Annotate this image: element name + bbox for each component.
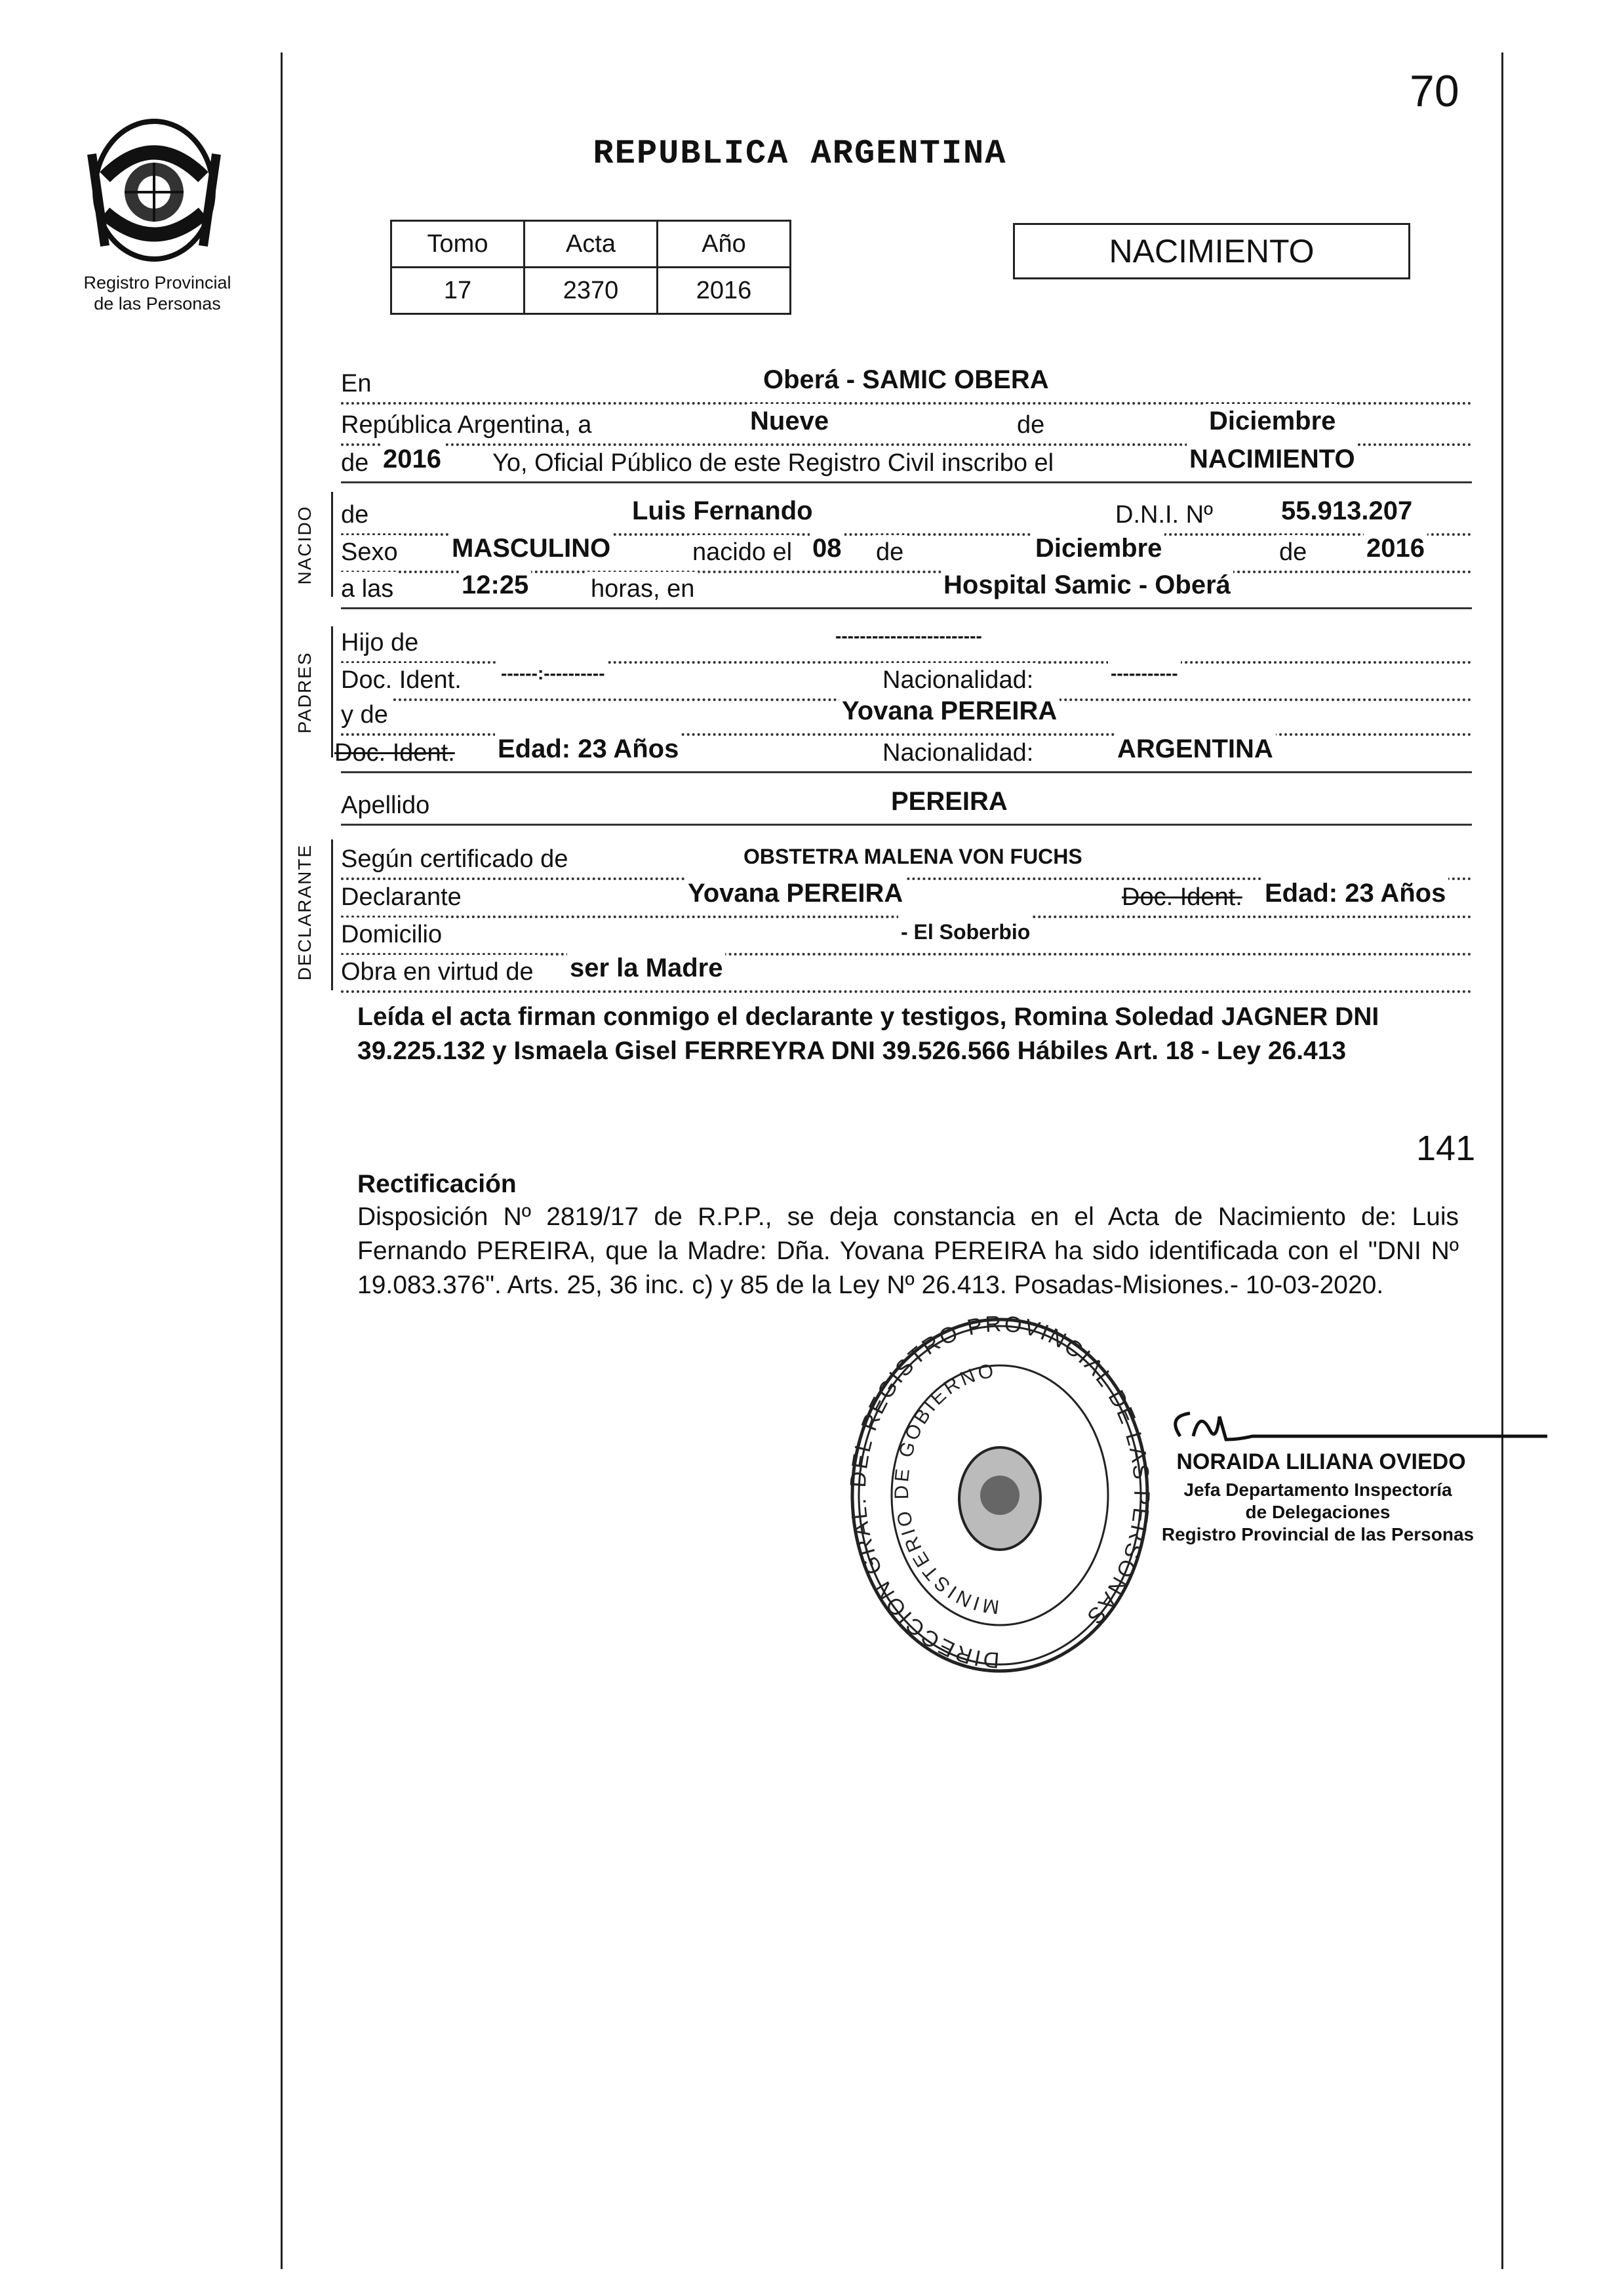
signatory-role — [1154, 1479, 1482, 1546]
padres-section-bar — [331, 626, 333, 757]
registry-value-anio: 2016 — [658, 268, 791, 314]
sexo-value: MASCULINO — [449, 531, 613, 565]
section-label-nacido: NACIDO — [294, 505, 315, 585]
registry-header-acta: Acta — [525, 221, 658, 268]
declarante-label: Declarante — [341, 880, 465, 914]
logo-caption — [62, 272, 252, 314]
row-sexo — [341, 533, 1472, 573]
obra-label: Obra en virtud de — [341, 955, 538, 989]
doc-ident-value: ------:---------- — [498, 656, 608, 691]
nacionalidad-padre-label: Nacionalidad: — [879, 663, 1037, 697]
sexo-label: Sexo — [341, 535, 402, 569]
hora-value: 12:25 — [459, 568, 531, 602]
apellido-label: Apellido — [341, 788, 433, 822]
registry-value-row — [391, 268, 791, 314]
dia-value: Nueve — [747, 404, 831, 438]
nacionalidad-padre: ----------- — [1108, 656, 1181, 691]
inscribe-value: NACIMIENTO — [1187, 442, 1358, 476]
nacido-dia: 08 — [810, 531, 844, 565]
hijo-label: Hijo de — [341, 626, 422, 660]
nacido-section-bar — [331, 492, 333, 597]
rectification-title: Rectificación — [357, 1170, 517, 1198]
right-margin-line — [1501, 52, 1503, 2269]
anio-value: 2016 — [380, 442, 444, 476]
registry-header-anio: Año — [658, 221, 791, 268]
rectification-number: 141 — [1416, 1129, 1476, 1168]
row-en — [341, 364, 1472, 405]
closing-statement: Leída el acta firman conmigo el declarante y testigos, Romina Soledad JAGNER DNI 39.225.132 y Ismaela Gisel FERREYRA DNI 39.526.566 Hábiles Art. 18 - Ley 26.413 — [357, 1003, 1379, 1065]
segun-label: Según certificado de — [341, 842, 572, 876]
declarante-section-bar — [331, 839, 333, 990]
segun-value: OBSTETRA MALENA VON FUCHS — [741, 839, 1085, 874]
de-nombre-label: de — [341, 498, 372, 532]
row-segun — [341, 839, 1472, 880]
domicilio-label: Domicilio — [341, 917, 446, 952]
signatory-role-line1: Jefa Departamento Inspectoría — [1183, 1480, 1452, 1500]
row-republica — [341, 405, 1472, 446]
yo-text: Yo, Oficial Público de este Registro Civil inscribo el — [488, 446, 1058, 480]
edad-madre: Edad: 23 Años — [495, 732, 681, 766]
row-obra — [341, 952, 1472, 993]
lugar-value: Hospital Samic - Oberá — [941, 568, 1233, 602]
row-domicilio — [341, 915, 1472, 956]
logo-caption-line1: Registro Provincial — [83, 273, 231, 292]
mes-value: Diciembre — [1206, 404, 1338, 438]
nombre-value: Luis Fernando — [629, 494, 816, 528]
rectification-text: Disposición Nº 2819/17 de R.P.P., se deja constancia en el Acta de Nacimiento de: Luis Fernando PEREIRA, que la Madre: Dña. Yovana PEREIRA ha sido identificada con el "DNI Nº 19.083.376". Arts. 25, 36 inc. c) y 85 de la Ley Nº 26.413. Posadas-Misiones.- 10-03-2020. — [357, 1203, 1459, 1299]
republica-label: República Argentina, a — [341, 408, 595, 442]
row-apellido — [341, 786, 1472, 826]
hijo-value: ------------------------ — [833, 619, 985, 653]
page-number: 70 — [1410, 66, 1459, 116]
row-nombre — [341, 495, 1472, 536]
signatory-role-line3: Registro Provincial de las Personas — [1161, 1524, 1475, 1544]
madre-doc-ident-struck: Doc. Ident. — [334, 736, 459, 770]
registry-value-tomo: 17 — [391, 268, 525, 314]
nacido-anio: 2016 — [1364, 531, 1427, 565]
madre-value: Yovana PEREIRA — [839, 694, 1060, 728]
declarante-doc-struck: Doc. Ident. — [1118, 880, 1246, 914]
de-label: de — [1013, 408, 1048, 442]
nacionalidad-madre: ARGENTINA — [1115, 732, 1276, 766]
declarante-edad: Edad: 23 Años — [1262, 876, 1448, 910]
row-declarante — [341, 877, 1472, 918]
logo-caption-line2: de las Personas — [94, 294, 221, 313]
declarante-value: Yovana PEREIRA — [685, 876, 905, 910]
nacido-de2-label: de — [1275, 535, 1311, 569]
doc-ident-label: Doc. Ident. — [341, 663, 465, 697]
section-label-padres: PADRES — [294, 651, 315, 734]
en-value: Oberá - SAMIC OBERA — [761, 363, 1052, 397]
nacido-mes: Diciembre — [1033, 531, 1164, 565]
a-las-label: a las — [341, 572, 397, 606]
nacido-el-label: nacido el — [688, 535, 796, 569]
signatory-role-line2: de Delegaciones — [1245, 1502, 1391, 1522]
official-seal-stamp — [846, 1312, 1154, 1679]
dni-value: 55.913.207 — [1278, 494, 1415, 528]
apellido-value: PEREIRA — [888, 784, 1010, 818]
seal-inner-text: MINISTERIO DE GOBIERNO — [890, 1359, 1000, 1618]
registry-header-row — [391, 221, 791, 268]
document-type-box: NACIMIENTO — [1013, 223, 1410, 279]
signatory-name: NORAIDA LILIANA OVIEDO — [1176, 1449, 1466, 1474]
row-hora — [341, 569, 1472, 609]
page-title: REPUBLICA ARGENTINA — [593, 134, 1007, 173]
row-anio — [341, 443, 1472, 483]
row-madre-doc — [334, 733, 1472, 773]
section-label-declarante: DECLARANTE — [294, 843, 315, 981]
registry-header-tomo: Tomo — [391, 221, 525, 268]
registry-value-acta: 2370 — [525, 268, 658, 314]
horas-en-label: horas, en — [587, 572, 698, 606]
misiones-emblem-logo — [79, 115, 229, 266]
obra-value: ser la Madre — [567, 951, 725, 985]
row-madre — [341, 695, 1472, 736]
domicilio-value: - El Soberbio — [898, 915, 1033, 949]
dni-label: D.N.I. Nº — [1111, 498, 1217, 532]
left-margin-line — [281, 52, 283, 2269]
seal-outer-text: DIRECCION GRAL. DEL REGISTRO PROVINCIAL DE LAS PERSONAS — [846, 1312, 1154, 1673]
en-label: En — [341, 367, 375, 401]
de-anio-label: de — [341, 446, 372, 480]
nacido-de-label: de — [872, 535, 907, 569]
y-de-label: y de — [341, 698, 392, 732]
nacionalidad-madre-label: Nacionalidad: — [879, 736, 1037, 770]
registry-table — [390, 220, 791, 315]
